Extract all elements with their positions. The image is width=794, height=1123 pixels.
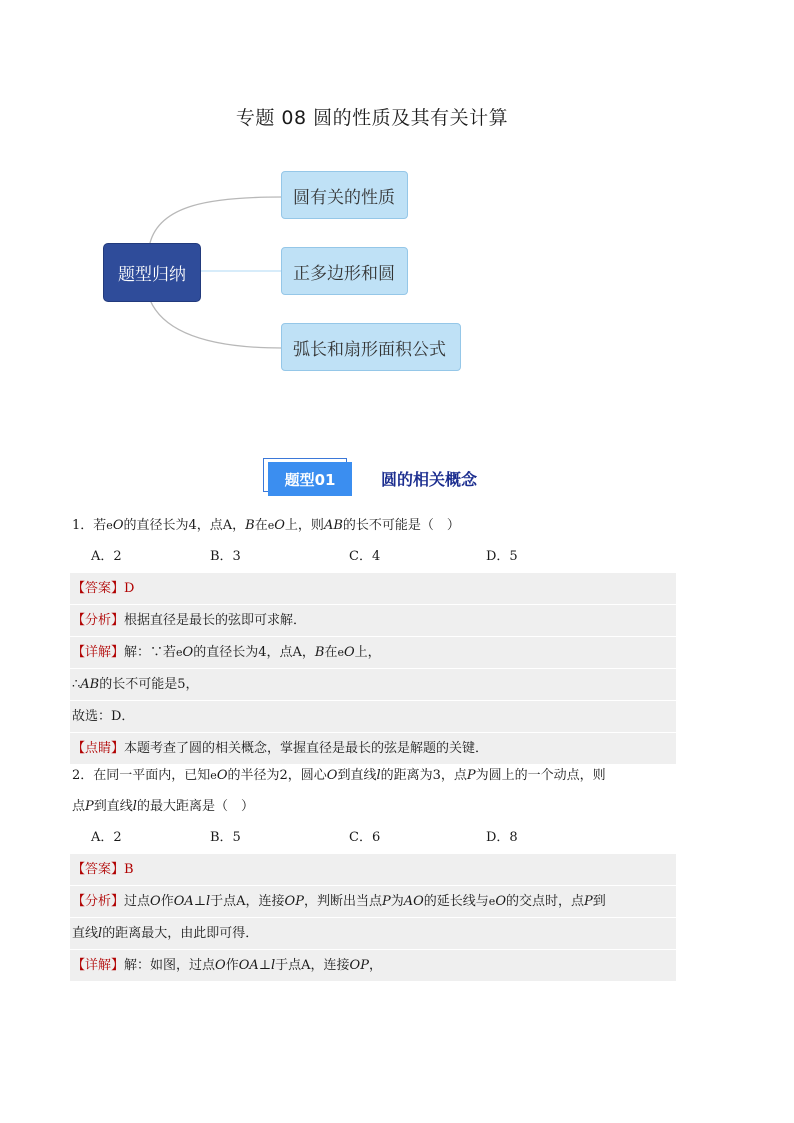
q1-option-b: B．3: [210, 549, 241, 564]
var-B: B: [314, 645, 325, 660]
q1-solution-box: [70, 573, 676, 765]
var-O: O: [343, 645, 355, 660]
page-title: 专题 08 圆的性质及其有关计算: [235, 107, 509, 129]
text: 的延长线与: [423, 894, 489, 909]
var-O: O: [274, 518, 285, 533]
text: 在: [254, 518, 268, 533]
circle-symbol: e: [337, 646, 344, 659]
q2-answer-row: [70, 854, 676, 886]
analysis-label: 【分析】: [72, 613, 125, 628]
mindmap-root: 题型归纳: [103, 243, 201, 302]
text: 上，则: [284, 518, 324, 533]
var-P: P: [381, 894, 391, 909]
var-P: P: [85, 799, 94, 814]
text: 作: [225, 958, 239, 973]
text: 的长不可能是（ ）: [342, 518, 460, 533]
text: 直线: [72, 926, 99, 941]
var-O: O: [112, 518, 124, 533]
text: 解：∵若: [124, 645, 177, 660]
var-B: B: [245, 518, 255, 533]
text: 的直径长为4，点A，: [123, 518, 246, 533]
var-l: l: [376, 768, 381, 783]
var-O: O: [215, 958, 226, 973]
q1-option-d: D．5: [486, 549, 518, 564]
text: 为圆上的一个动点，则: [475, 768, 606, 783]
var-P: P: [584, 894, 593, 909]
comment-label: 【点睛】: [72, 741, 125, 756]
q2-analysis-row: [70, 886, 676, 918]
text: 于点A，连接: [275, 958, 350, 973]
section-title: 圆的相关概念: [381, 470, 478, 489]
circle-symbol: e: [488, 895, 496, 908]
text: 的半径为2，圆心: [227, 768, 327, 783]
text: 解：如图，过点: [124, 958, 216, 973]
text: 在: [324, 645, 338, 660]
text: 点: [72, 799, 86, 814]
mindmap-node-regular-polygon: 正多边形和圆: [281, 247, 408, 295]
var-O: O: [495, 894, 506, 909]
var-OP: OP: [284, 894, 304, 909]
circle-symbol: e: [267, 519, 275, 532]
text: 的距离为3，点: [380, 768, 467, 783]
text: 到: [592, 894, 606, 909]
var-O: O: [326, 768, 338, 783]
q1-analysis-row: [70, 605, 676, 637]
q1-comment-row: [70, 733, 676, 765]
question-2-line-2: [72, 797, 254, 817]
text: 过点: [124, 894, 151, 909]
answer-label: 【答案】: [72, 581, 125, 596]
text: 于点A，连接: [210, 894, 285, 909]
text: 的最大距离是（ ）: [136, 799, 254, 814]
detail-label: 【详解】: [72, 645, 125, 660]
q1-option-a: A．2: [91, 549, 122, 564]
var-OP: OP: [349, 958, 369, 973]
answer-label: 【答案】: [72, 862, 125, 877]
answer-value: D: [124, 581, 135, 596]
detail-label: 【详解】: [72, 958, 125, 973]
text: 的距离最大，由此即可得．: [102, 926, 259, 941]
var-O: O: [216, 768, 228, 783]
text: 的交点时，点: [505, 894, 584, 909]
var-P: P: [466, 768, 476, 783]
q2-analysis-row-2: [70, 918, 676, 950]
q1-answer-row: [70, 573, 676, 605]
var-OA-perp-l: OA⊥l: [173, 894, 211, 909]
var-AO: AO: [403, 894, 424, 909]
q1-option-c: C．4: [349, 549, 381, 564]
q1-choice-row: 故选：D．: [70, 701, 676, 733]
var-AB: AB: [323, 518, 343, 533]
text: ∴: [72, 677, 81, 692]
question-2: [72, 766, 606, 786]
text: 的长不可能是5，: [99, 677, 199, 692]
q2-option-a: A．2: [91, 830, 122, 845]
circle-symbol: e: [106, 519, 113, 532]
q1-detail-row: [70, 637, 676, 669]
q2-solution-box: [70, 854, 676, 982]
question-number: 1．: [72, 518, 94, 533]
q1-conclusion-row: [70, 669, 676, 701]
analysis-text: 根据直径是最长的弦即可求解．: [124, 613, 307, 628]
var-O: O: [182, 645, 194, 660]
text: 上，: [354, 645, 381, 660]
var-l: l: [132, 799, 137, 814]
text: 的直径长为4，点A，: [193, 645, 315, 660]
mindmap-node-arc-sector: 弧长和扇形面积公式: [281, 323, 461, 371]
var-l: l: [98, 926, 103, 941]
var-O: O: [150, 894, 161, 909]
comment-text: 本题考查了圆的相关概念，掌握直径是最长的弦是解题的关键．: [124, 741, 489, 756]
question-number: 2．: [72, 768, 94, 783]
q2-detail-row: [70, 950, 676, 982]
text: 到直线: [337, 768, 377, 783]
q2-option-d: D．8: [486, 830, 518, 845]
var-AB: AB: [80, 677, 100, 692]
mindmap-node-circle-properties: 圆有关的性质: [281, 171, 408, 219]
text: 作: [160, 894, 174, 909]
text: 若: [93, 518, 107, 533]
section-tag: 题型01: [268, 462, 352, 496]
question-1: [72, 516, 460, 536]
analysis-label: 【分析】: [72, 894, 125, 909]
text: 到直线: [93, 799, 133, 814]
text: ，判断出当点: [303, 894, 382, 909]
q2-option-c: C．6: [349, 830, 381, 845]
circle-symbol: e: [210, 769, 217, 782]
q2-option-b: B．5: [210, 830, 241, 845]
text: 为: [390, 894, 404, 909]
answer-value: B: [124, 862, 134, 877]
text: 在同一平面内，已知: [93, 768, 211, 783]
var-OA-perp-l: OA⊥l: [238, 958, 276, 973]
circle-symbol: e: [176, 646, 183, 659]
text: ，: [368, 958, 382, 973]
